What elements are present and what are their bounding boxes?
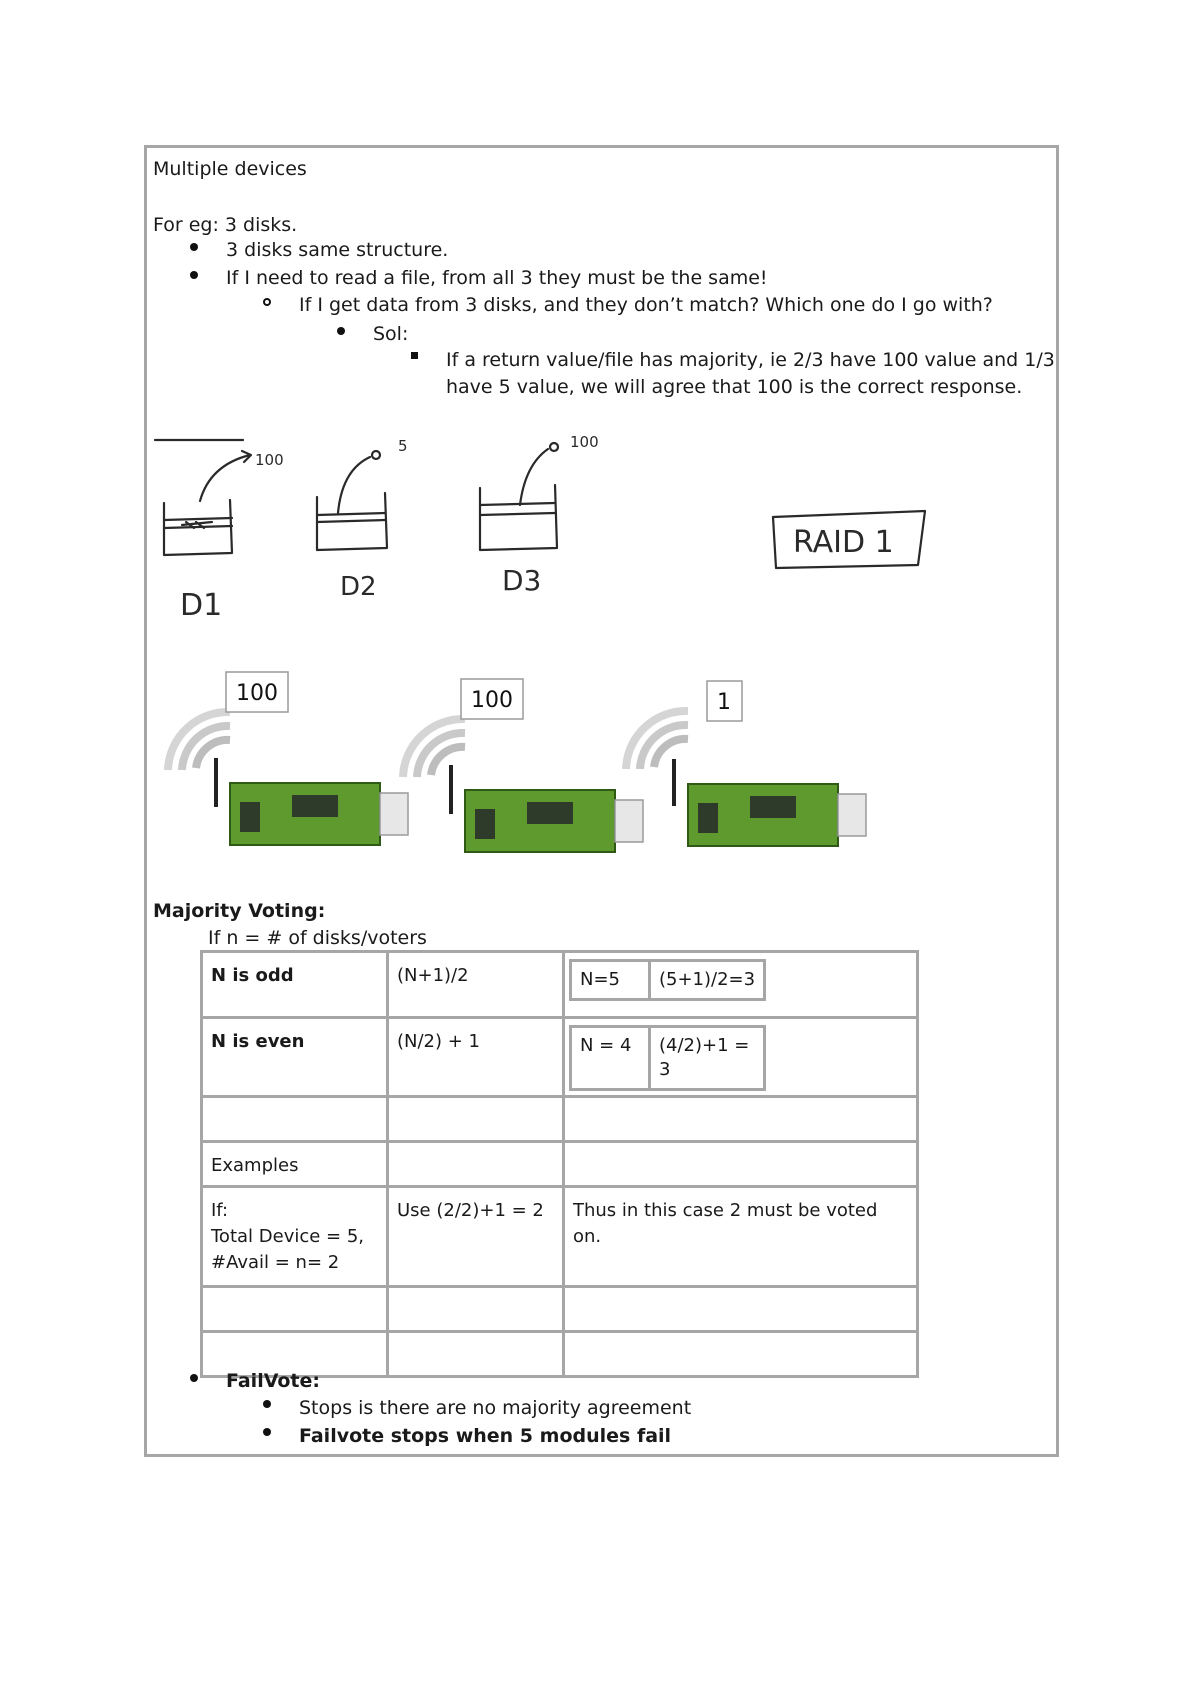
bullet-icon — [190, 1374, 198, 1382]
table-row — [202, 1018, 918, 1097]
disk-1-drawing — [164, 451, 251, 555]
bullet-3: If I get data from 3 disks, and they don’t match? Which one do I go with? — [299, 294, 993, 316]
device-2-value: 100 — [471, 688, 513, 713]
example-if: If: — [211, 1200, 229, 1221]
even-example-cell — [564, 1018, 918, 1097]
bullet-1: 3 disks same structure. — [226, 239, 449, 261]
example-use: Use (2/2)+1 = 2 — [388, 1187, 564, 1287]
handwritten-disks-sketch — [150, 425, 950, 630]
empty-cell — [388, 1332, 564, 1377]
failvote-title: FailVote: — [226, 1370, 320, 1392]
sketch-value-3: 100 — [570, 433, 599, 451]
disk-2-drawing — [317, 451, 387, 550]
empty-cell — [202, 1287, 388, 1332]
empty-cell — [564, 1332, 918, 1377]
device-1 — [168, 672, 408, 845]
odd-label: N is odd — [202, 952, 388, 1018]
bullet-icon — [190, 243, 198, 251]
empty-cell — [388, 1287, 564, 1332]
odd-example-table — [569, 959, 766, 1001]
sketch-label-d3: D3 — [502, 564, 542, 597]
bullet-4: Sol: — [373, 323, 409, 345]
majority-voting-table — [200, 950, 919, 1378]
table-row — [202, 1142, 918, 1187]
empty-cell — [564, 1287, 918, 1332]
example-total: Total Device = 5, — [211, 1226, 365, 1247]
sketch-value-1: 100 — [255, 451, 284, 469]
examples-label: Examples — [202, 1142, 388, 1187]
failvote-item-2: Failvote stops when 5 modules fail — [299, 1425, 672, 1447]
bullet-5-line-1: If a return value/file has majority, ie 2/3 have 100 value and 1/3 — [446, 349, 1055, 371]
bullet-5-line-2: have 5 value, we will agree that 100 is the correct response. — [446, 376, 1023, 398]
device-1-value: 100 — [236, 681, 278, 706]
device-2 — [403, 679, 643, 852]
bullet-icon — [337, 327, 345, 335]
odd-example-cell — [564, 952, 918, 1018]
sketch-label-d1: D1 — [180, 588, 223, 623]
empty-cell — [564, 1142, 918, 1187]
disk-3-drawing — [480, 443, 558, 550]
intro-text: For eg: 3 disks. — [153, 214, 298, 236]
failvote-item-1: Stops is there are no majority agreement — [299, 1397, 692, 1419]
empty-cell — [388, 1097, 564, 1142]
even-example-calc: (4/2)+1 = 3 — [650, 1027, 765, 1090]
table-row — [202, 1097, 918, 1142]
empty-cell — [564, 1097, 918, 1142]
square-bullet-icon — [411, 352, 418, 359]
even-label: N is even — [202, 1018, 388, 1097]
device-3 — [626, 681, 866, 846]
bullet-2: If I need to read a file, from all 3 they must be the same! — [226, 267, 768, 289]
table-row — [202, 952, 918, 1018]
bullet-icon — [263, 1400, 271, 1408]
sketch-value-2: 5 — [398, 437, 408, 455]
bullet-icon — [263, 1428, 271, 1436]
odd-example-calc: (5+1)/2=3 — [650, 961, 765, 1000]
example-result: Thus in this case 2 must be voted on. — [564, 1187, 918, 1287]
odd-example-n: N=5 — [571, 961, 650, 1000]
table-row — [202, 1187, 918, 1287]
even-example-n: N = 4 — [571, 1027, 650, 1090]
table-row — [202, 1287, 918, 1332]
example-condition-cell — [202, 1187, 388, 1287]
even-example-table — [569, 1025, 766, 1091]
device-3-value: 1 — [717, 690, 731, 715]
raid-label: RAID 1 — [793, 525, 894, 560]
empty-cell — [388, 1142, 564, 1187]
circle-bullet-icon — [263, 298, 271, 306]
majority-voting-title: Majority Voting: — [153, 900, 326, 922]
even-formula: (N/2) + 1 — [388, 1018, 564, 1097]
empty-cell — [202, 1097, 388, 1142]
majority-voting-subtitle: If n = # of disks/voters — [208, 927, 427, 949]
sketch-label-d2: D2 — [340, 572, 377, 602]
bullet-icon — [190, 271, 198, 279]
example-avail: #Avail = n= 2 — [211, 1252, 340, 1273]
wireless-devices-illustration — [160, 660, 880, 870]
odd-formula: (N+1)/2 — [388, 952, 564, 1018]
page-heading: Multiple devices — [153, 158, 307, 180]
